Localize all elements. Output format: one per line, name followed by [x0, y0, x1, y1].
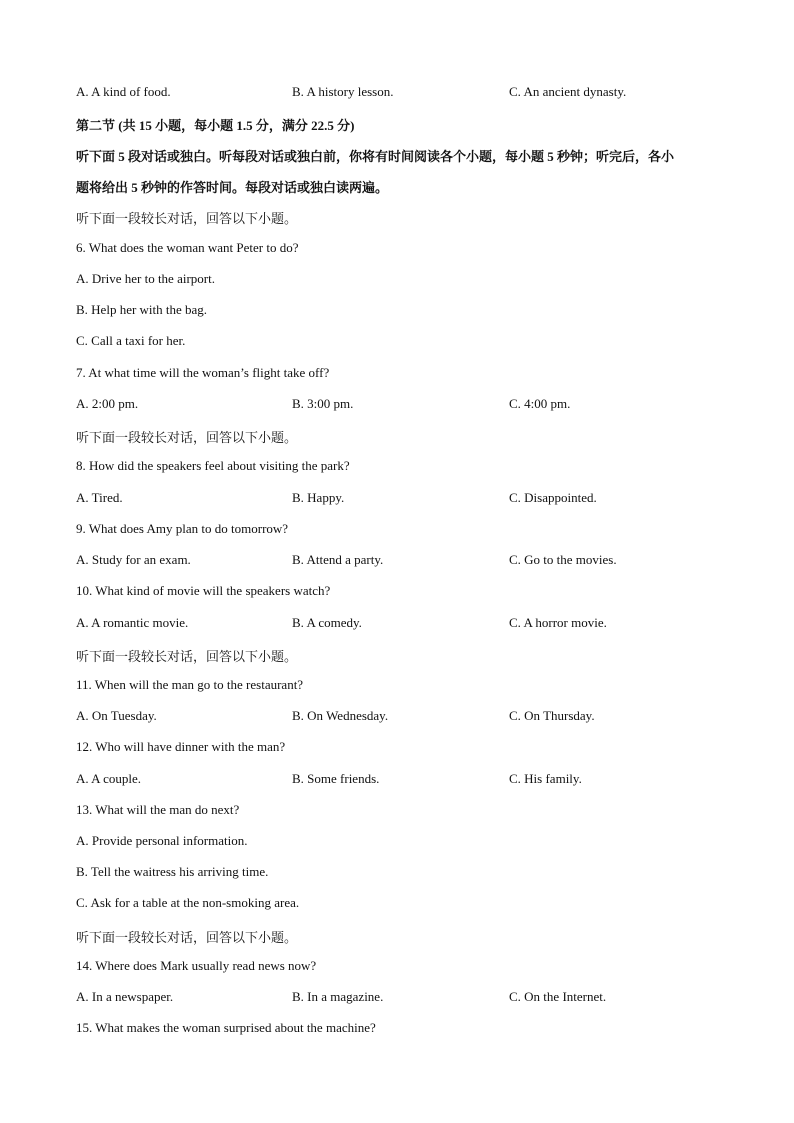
q10-option-a[interactable]: A. A romantic movie. — [76, 615, 189, 630]
q10-option-b[interactable]: B. A comedy. — [292, 615, 362, 630]
group-instruction: 听下面一段较长对话，回答以下小题。 — [76, 649, 298, 664]
q8-option-a[interactable]: A. Tired. — [76, 490, 123, 505]
q11-option-c[interactable]: C. On Thursday. — [509, 708, 595, 723]
section-instruction-line2: 题将给出 5 秒钟的作答时间。每段对话或独白读两遍。 — [76, 180, 389, 195]
q11-option-a[interactable]: A. On Tuesday. — [76, 708, 157, 723]
q12-option-b[interactable]: B. Some friends. — [292, 771, 380, 786]
q13-option-b[interactable]: B. Tell the waitress his arriving time. — [76, 864, 269, 879]
q5-option-c[interactable]: C. An ancient dynasty. — [509, 84, 627, 99]
question-11: 11. When will the man go to the restaurant? — [76, 677, 304, 692]
q14-option-c[interactable]: C. On the Internet. — [509, 989, 607, 1004]
q6-option-b[interactable]: B. Help her with the bag. — [76, 302, 208, 317]
group-instruction: 听下面一段较长对话，回答以下小题。 — [76, 211, 298, 226]
question-8: 8. How did the speakers feel about visiting the park? — [76, 458, 350, 473]
q6-option-a[interactable]: A. Drive her to the airport. — [76, 271, 215, 286]
question-13: 13. What will the man do next? — [76, 802, 240, 817]
section-instruction-line1: 听下面 5 段对话或独白。听每段对话或独白前，你将有时间阅读各个小题，每小题 5 秒钟；听完后，各小 — [76, 149, 675, 164]
group-instruction: 听下面一段较长对话，回答以下小题。 — [76, 930, 298, 945]
question-9: 9. What does Amy plan to do tomorrow? — [76, 521, 289, 536]
q5-option-a[interactable]: A. A kind of food. — [76, 84, 171, 99]
q12-option-c[interactable]: C. His family. — [509, 771, 582, 786]
q5-option-b[interactable]: B. A history lesson. — [292, 84, 394, 99]
q13-option-a[interactable]: A. Provide personal information. — [76, 833, 248, 848]
q7-option-c[interactable]: C. 4:00 pm. — [509, 396, 571, 411]
q8-option-b[interactable]: B. Happy. — [292, 490, 345, 505]
q6-option-c[interactable]: C. Call a taxi for her. — [76, 333, 186, 348]
q8-option-c[interactable]: C. Disappointed. — [509, 490, 597, 505]
q9-option-b[interactable]: B. Attend a party. — [292, 552, 384, 567]
q11-option-b[interactable]: B. On Wednesday. — [292, 708, 389, 723]
q13-option-c[interactable]: C. Ask for a table at the non-smoking area. — [76, 895, 300, 910]
question-6: 6. What does the woman want Peter to do? — [76, 240, 299, 255]
q12-option-a[interactable]: A. A couple. — [76, 771, 141, 786]
question-12: 12. Who will have dinner with the man? — [76, 739, 286, 754]
q7-option-b[interactable]: B. 3:00 pm. — [292, 396, 354, 411]
question-10: 10. What kind of movie will the speakers watch? — [76, 583, 331, 598]
q9-option-c[interactable]: C. Go to the movies. — [509, 552, 617, 567]
question-15: 15. What makes the woman surprised about the machine? — [76, 1020, 376, 1035]
q14-option-b[interactable]: B. In a magazine. — [292, 989, 384, 1004]
question-7: 7. At what time will the woman’s flight take off? — [76, 365, 330, 380]
section-heading: 第二节 (共 15 小题，每小题 1.5 分，满分 22.5 分) — [76, 118, 355, 133]
q10-option-c[interactable]: C. A horror movie. — [509, 615, 607, 630]
q7-option-a[interactable]: A. 2:00 pm. — [76, 396, 139, 411]
group-instruction: 听下面一段较长对话，回答以下小题。 — [76, 430, 298, 445]
question-14: 14. Where does Mark usually read news now? — [76, 958, 317, 973]
q9-option-a[interactable]: A. Study for an exam. — [76, 552, 191, 567]
q14-option-a[interactable]: A. In a newspaper. — [76, 989, 174, 1004]
